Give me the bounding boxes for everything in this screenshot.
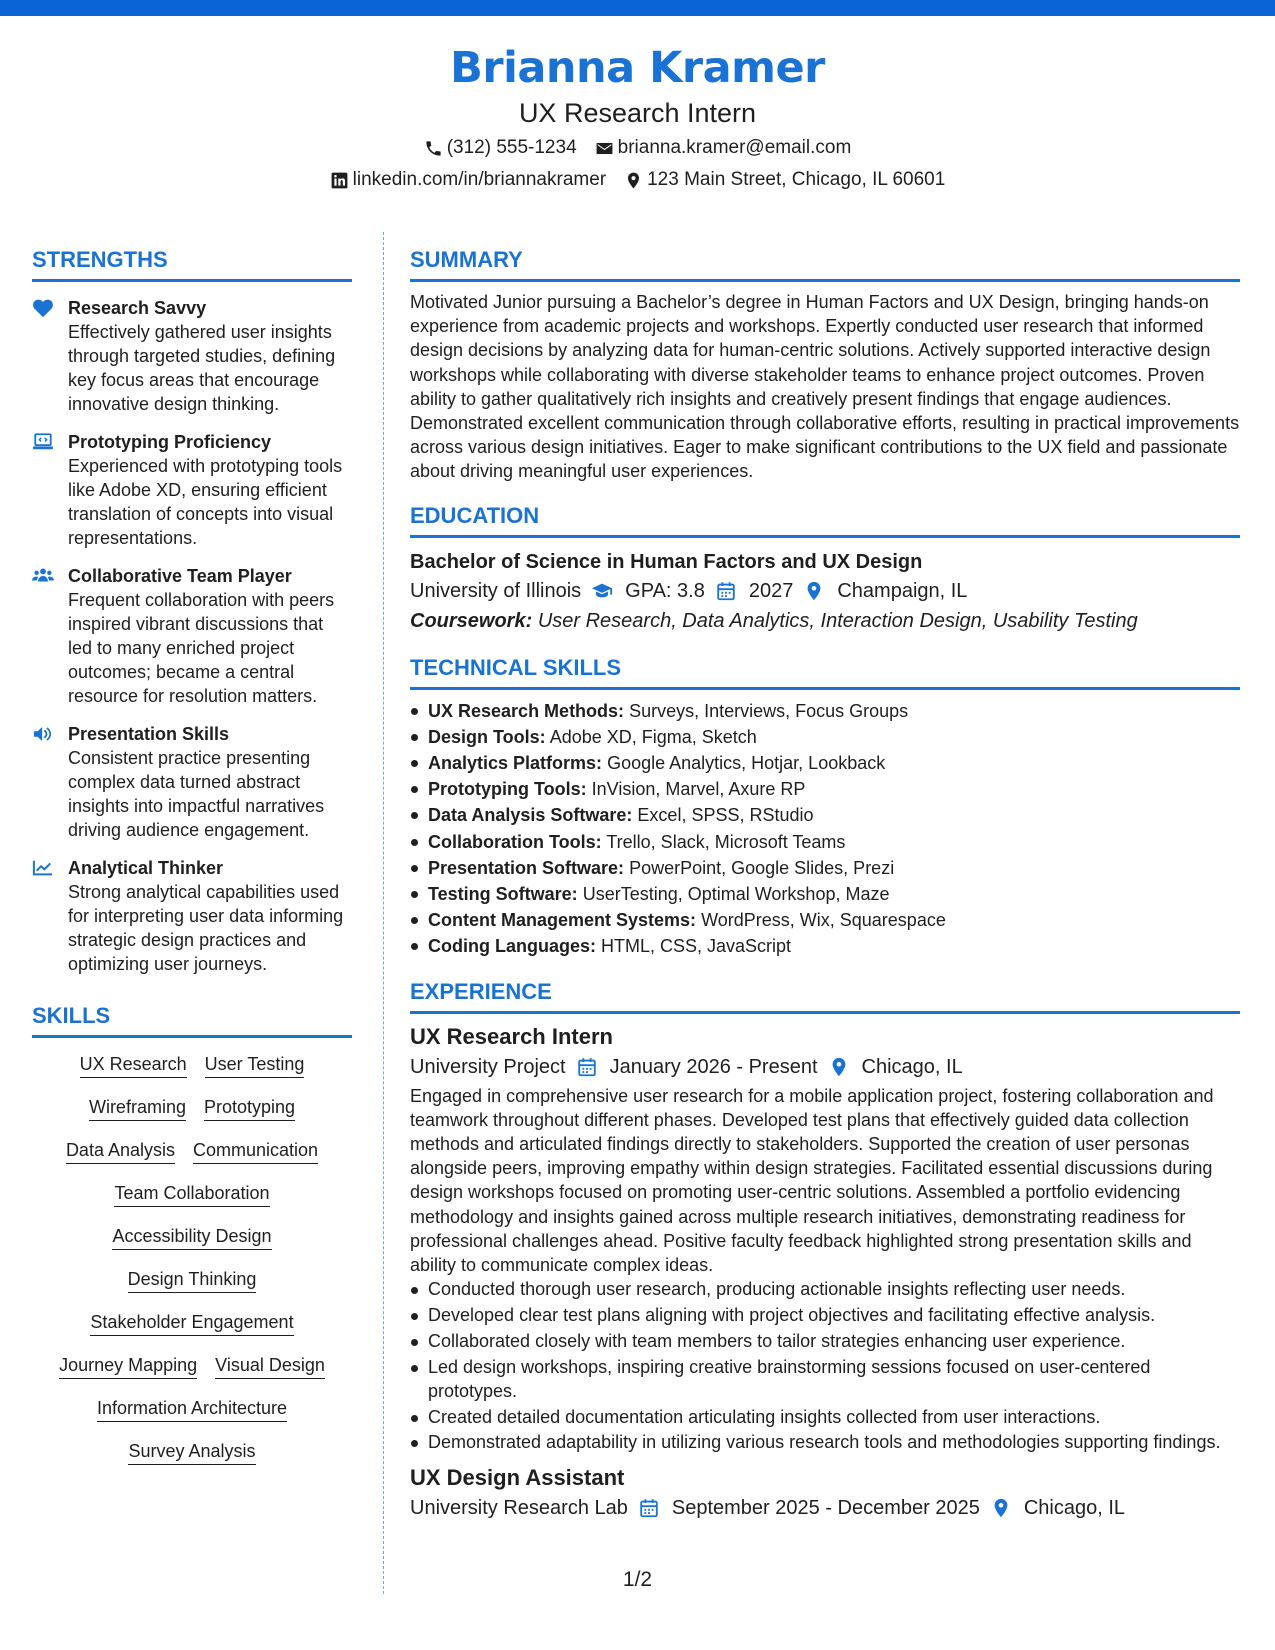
coursework-label: Coursework: [410, 609, 533, 632]
skills-heading: SKILLS [32, 1002, 352, 1038]
calendar-icon [638, 1497, 660, 1519]
strength-heading: Analytical Thinker [68, 858, 224, 878]
linkedin-contact[interactable] [330, 166, 606, 194]
calendar-icon [576, 1056, 598, 1078]
skill-label: Testing Software: [428, 884, 578, 905]
phone-contact[interactable] [424, 134, 577, 162]
contact-row-2 [0, 166, 1275, 194]
users-icon [32, 566, 54, 586]
skill-tag: UX Research [80, 1052, 187, 1078]
list-item: Led design workshops, inspiring creative brainstorming sessions focused on user-centered prototypes. [410, 1355, 1240, 1403]
graduation-cap-icon [591, 580, 613, 602]
school-name-text: University of Illinois [410, 579, 582, 602]
skill-label: Content Management Systems: [428, 910, 697, 931]
strengths-heading: STRENGTHS [32, 246, 352, 282]
job-location: Chicago, IL [1023, 1496, 1126, 1519]
school-name [410, 576, 613, 606]
skill-row [80, 1052, 305, 1078]
skill-label: Presentation Software: [428, 857, 625, 878]
list-item [410, 802, 1240, 828]
education-location: Champaign, IL [837, 579, 968, 602]
gpa [625, 576, 737, 606]
candidate-title: UX Research Intern [518, 98, 757, 128]
graduation-year [749, 576, 826, 606]
summary-text: Motivated Junior pursuing a Bachelor’s degree in Human Factors and UX Design, bringing hands-on experience from academic projects and workshops. Expertly conducted user research that informed design decisions by analyzing data for human-centric solutions. Actively supported interactive design workshops while collaborating with diverse stakeholder teams to enhance project outcomes. Proven ability to gather qualitatively rich insights and creatively present findings that engage audiences. Demonstrated excellent communication through collaborative efforts, resulting in practical improvements across various design initiatives. Eager to make significant contributions to the UX field and passionate about driving meaningful user experiences. [410, 292, 1240, 482]
address-text: 123 Main Street, Chicago, IL 60601 [647, 169, 946, 190]
linkedin-text: linkedin.com/in/briannakramer [352, 169, 607, 190]
technical-skills-heading: TECHNICAL SKILLS [410, 654, 1240, 690]
skill-row [59, 1353, 325, 1379]
skill-tag: Design Thinking [128, 1267, 257, 1293]
coursework [410, 606, 1240, 636]
skill-row [89, 1095, 295, 1121]
skill-row [114, 1181, 269, 1207]
strength-item [32, 564, 352, 708]
skill-value: Trello, Slack, Microsoft Teams [606, 831, 846, 852]
job-org-text: University Research Lab [410, 1496, 628, 1519]
skills-list [32, 1052, 352, 1465]
page-number: 1/2 [622, 1568, 653, 1591]
job-location: Chicago, IL [861, 1055, 963, 1078]
chart-line-icon [32, 858, 54, 878]
job-dates [672, 1493, 1012, 1523]
skill-tag: Visual Design [215, 1353, 325, 1379]
strength-description: Strong analytical capabilities used for interpreting user data informing strategic design practices and optimizing user journeys. [68, 882, 344, 974]
candidate-name: Brianna Kramer [450, 43, 825, 93]
phone-icon [424, 139, 443, 158]
skill-row [128, 1267, 257, 1293]
skill-label: Coding Languages: [428, 936, 596, 957]
calendar-icon [715, 580, 737, 602]
skill-value: Surveys, Interviews, Focus Groups [629, 700, 909, 721]
skill-label: Collaboration Tools: [428, 831, 602, 852]
summary-heading: SUMMARY [410, 246, 1240, 282]
skill-tag: Data Analysis [66, 1138, 175, 1164]
job-summary: Engaged in comprehensive user research for a mobile application project, fostering collaboration and teamwork throughout different phases. Developed test plans that effectively guided data collection methods and articulated findings directly to stakeholders. Supported the creation of user personas alongside peers, improving empathy within design strategies. Facilitated essential discussions during design workshops focused on promoting user-centric solutions. Assembled a portfolio evidencing methodology and insights gained across multiple research initiatives, demonstrating readiness for professional challenges ahead. Positive faculty feedback highlighted strong presentation skills and ability to communicate complex ideas. [410, 1085, 1214, 1276]
job-dates [610, 1052, 850, 1082]
job-title: UX Research Intern [410, 1023, 613, 1049]
map-pin-icon [803, 580, 825, 602]
skill-label: Data Analysis Software: [428, 805, 633, 826]
volume-icon [32, 724, 54, 744]
job-dates-text: January 2026 - Present [609, 1055, 818, 1078]
technical-skills-list [410, 698, 1240, 960]
contact-row-1 [0, 134, 1275, 162]
strength-item [32, 296, 352, 416]
job-meta [410, 1493, 1240, 1523]
list-item [410, 776, 1240, 802]
skill-row [90, 1310, 293, 1336]
list-item: Demonstrated adaptability in utilizing various research tools and methodologies supporting findings. [410, 1430, 1240, 1454]
strength-item [32, 430, 352, 550]
resume-header [0, 40, 1275, 194]
phone-text: (312) 555-1234 [446, 137, 577, 158]
skill-value: WordPress, Wix, Squarespace [701, 910, 946, 931]
skill-value: InVision, Marvel, Axure RP [591, 779, 806, 800]
skill-label: Analytics Platforms: [428, 753, 603, 774]
skill-value: Google Analytics, Hotjar, Lookback [607, 753, 886, 774]
right-column [410, 246, 1240, 1523]
job-org-text: University Project [410, 1055, 566, 1078]
job-org [410, 1052, 598, 1082]
skill-tag: Team Collaboration [114, 1181, 269, 1207]
map-pin-icon [990, 1497, 1012, 1519]
left-column [32, 246, 352, 1465]
envelope-icon [595, 139, 614, 158]
skill-label: Design Tools: [428, 726, 546, 747]
strength-heading: Collaborative Team Player [68, 566, 292, 586]
strength-item [32, 856, 352, 976]
list-item: Developed clear test plans aligning with project objectives and facilitating effective analysis. [410, 1303, 1240, 1327]
skill-value: UserTesting, Optimal Workshop, Maze [582, 884, 890, 905]
top-accent-bar [0, 0, 1275, 16]
map-pin-icon [828, 1056, 850, 1078]
skill-value: PowerPoint, Google Slides, Prezi [629, 857, 895, 878]
skill-tag: Wireframing [89, 1095, 186, 1121]
skill-row [128, 1439, 255, 1465]
degree-title: Bachelor of Science in Human Factors and UX Design [410, 550, 923, 573]
strength-description: Effectively gathered user insights through targeted studies, defining key focus areas that encourage innovative design thinking. [68, 322, 336, 414]
experience-heading: EXPERIENCE [410, 978, 1240, 1014]
skill-tag: Journey Mapping [59, 1353, 197, 1379]
skill-value: Adobe XD, Figma, Sketch [549, 726, 757, 747]
skill-tag: Communication [193, 1138, 318, 1164]
column-divider [383, 232, 384, 1594]
skill-label: UX Research Methods: [428, 700, 625, 721]
linkedin-icon [330, 171, 349, 190]
education-heading: EDUCATION [410, 502, 1240, 538]
strength-heading: Presentation Skills [68, 724, 230, 744]
list-item: Created detailed documentation articulating insights collected from user interactions. [410, 1405, 1240, 1429]
skill-row [97, 1396, 287, 1422]
skill-tag: User Testing [205, 1052, 305, 1078]
skill-value: HTML, CSS, JavaScript [601, 936, 792, 957]
list-item [410, 829, 1240, 855]
email-text: brianna.kramer@email.com [617, 137, 852, 158]
laptop-code-icon [32, 432, 54, 452]
strength-description: Frequent collaboration with peers inspired vibrant discussions that led to many enriched project outcomes; became a central resource for resolution matters. [68, 590, 335, 706]
strength-description: Experienced with prototyping tools like Adobe XD, ensuring efficient translation of concepts into visual representations. [68, 456, 343, 548]
list-item [410, 933, 1240, 959]
list-item [410, 855, 1240, 881]
job-org [410, 1493, 660, 1523]
strength-heading: Research Savvy [68, 298, 207, 318]
strength-heading: Prototyping Proficiency [68, 432, 272, 452]
skill-tag: Prototyping [204, 1095, 295, 1121]
address-contact [624, 166, 945, 194]
education-meta [410, 576, 1240, 606]
gpa-text: GPA: 3.8 [625, 579, 705, 602]
list-item [410, 907, 1240, 933]
skill-tag: Accessibility Design [112, 1224, 271, 1250]
list-item [410, 750, 1240, 776]
skill-tag: Information Architecture [97, 1396, 287, 1422]
skill-row [66, 1138, 318, 1164]
list-item: Conducted thorough user research, producing actionable insights reflecting user needs. [410, 1277, 1240, 1301]
year-text: 2027 [748, 579, 794, 602]
list-item [410, 881, 1240, 907]
job-title: UX Design Assistant [410, 1464, 625, 1490]
heart-icon [32, 298, 54, 318]
skill-value: Excel, SPSS, RStudio [637, 805, 814, 826]
map-pin-icon [624, 171, 643, 190]
coursework-list: User Research, Data Analytics, Interaction Design, Usability Testing [537, 609, 1138, 632]
skill-label: Prototyping Tools: [428, 779, 587, 800]
strength-item [32, 722, 352, 842]
job-meta [410, 1052, 1240, 1082]
list-item [410, 698, 1240, 724]
skill-row [112, 1224, 271, 1250]
list-item: Collaborated closely with team members to tailor strategies enhancing user experience. [410, 1329, 1240, 1353]
skill-tag: Stakeholder Engagement [90, 1310, 293, 1336]
skill-tag: Survey Analysis [128, 1439, 255, 1465]
job-dates-text: September 2025 - December 2025 [671, 1496, 980, 1519]
strength-description: Consistent practice presenting complex data turned abstract insights into impactful narratives driving audience engagement. [68, 748, 325, 840]
job-bullets [410, 1277, 1240, 1454]
list-item [410, 724, 1240, 750]
email-contact[interactable] [595, 134, 852, 162]
